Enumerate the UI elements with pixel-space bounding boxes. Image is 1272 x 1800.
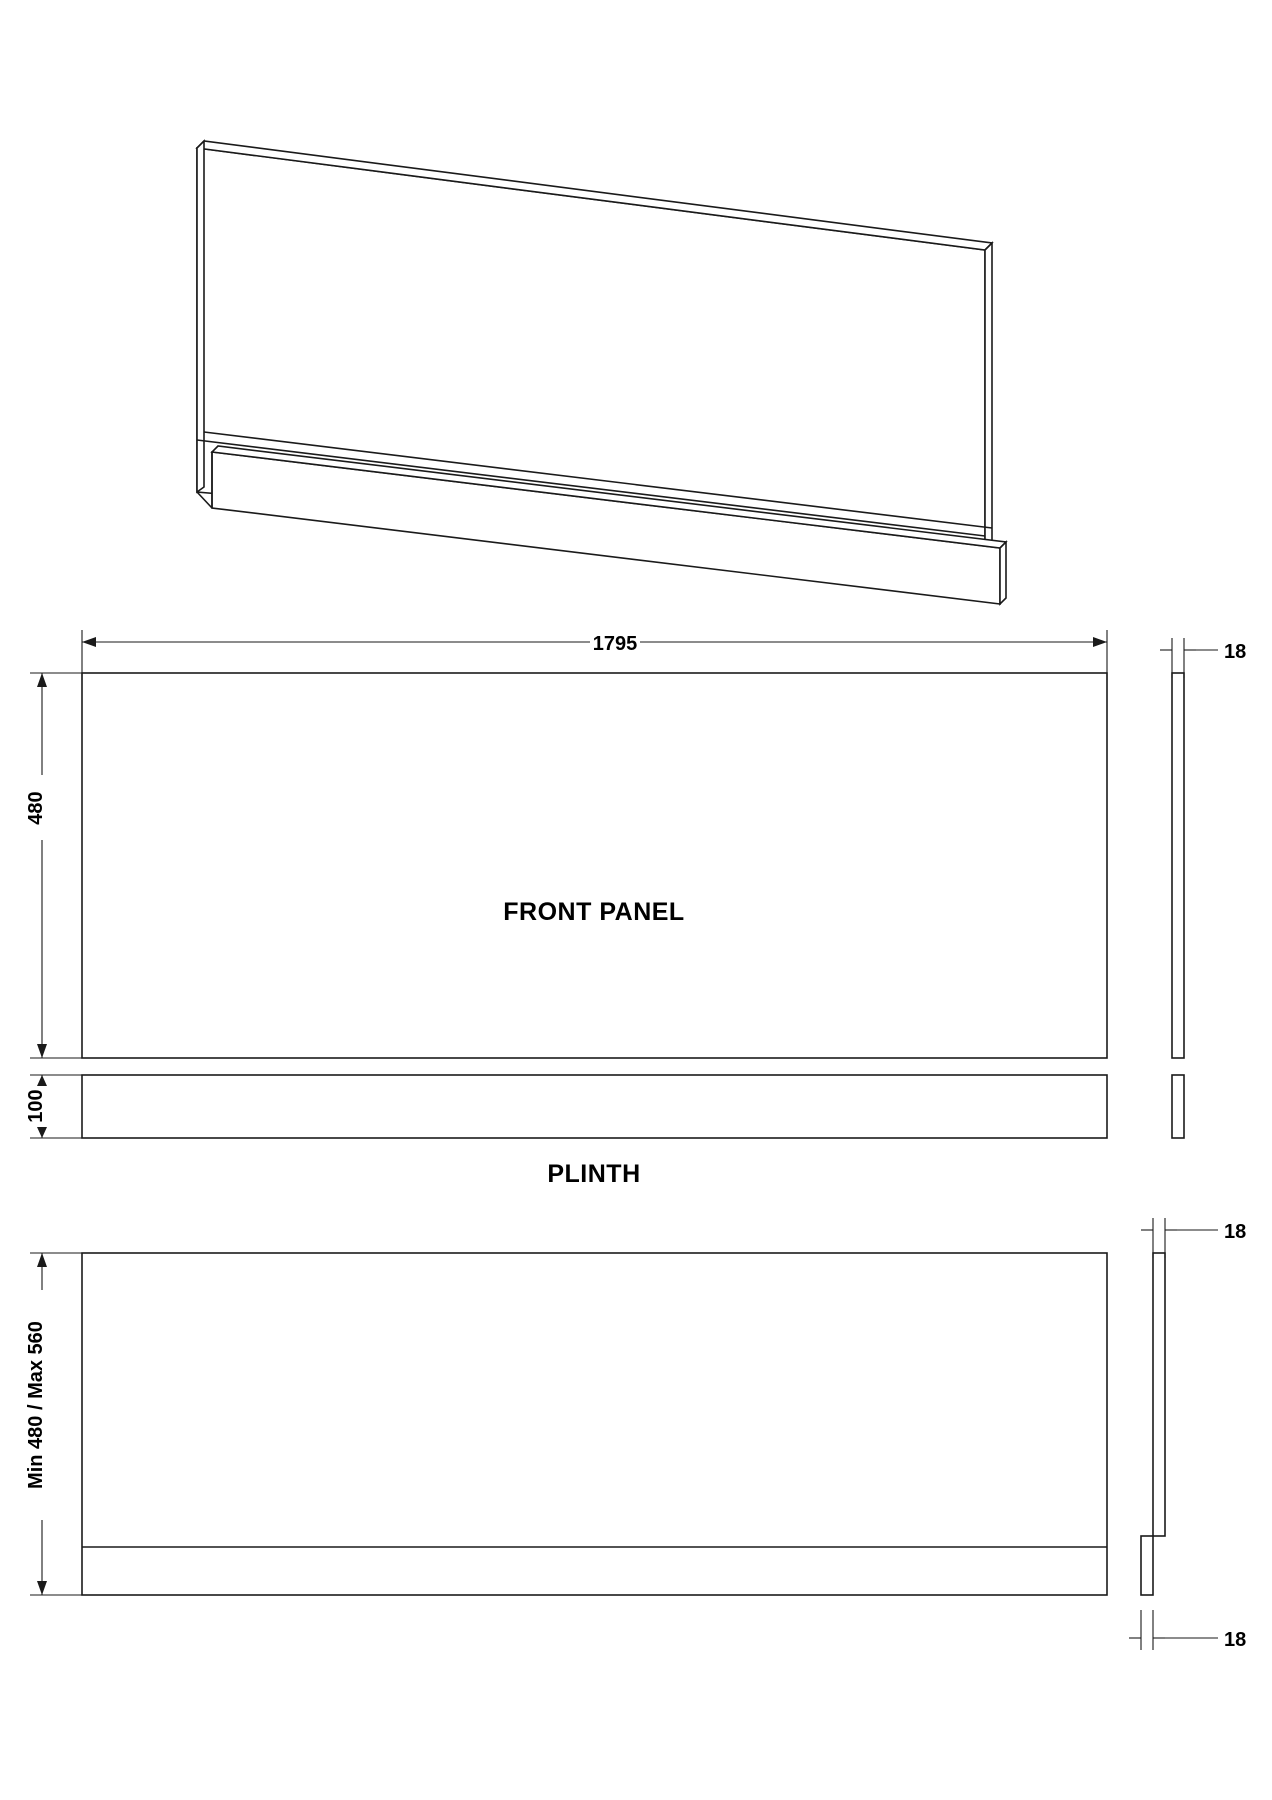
iso-plinth-right-edge bbox=[1000, 542, 1006, 604]
plinth-height-dim-text: 100 bbox=[25, 1089, 47, 1123]
iso-lower-left-return bbox=[197, 492, 212, 508]
panel-height-dim-text: 480 bbox=[25, 791, 47, 825]
panel-height-arrow-top bbox=[37, 673, 47, 687]
side-elevation-view bbox=[1160, 638, 1246, 1058]
isometric-view bbox=[197, 141, 1006, 604]
panel-thickness-dim-text: 18 bbox=[1224, 641, 1247, 663]
panel-outline bbox=[82, 673, 1107, 1058]
front-panel-label: FRONT PANEL bbox=[503, 898, 685, 926]
panel-side-outline bbox=[1172, 673, 1184, 1058]
panel-width-arrow-left bbox=[82, 637, 96, 647]
assembly-side-panel bbox=[1153, 1253, 1165, 1536]
assembly-top-thickness-text: 18 bbox=[1224, 1221, 1247, 1243]
plinth-elevation-view bbox=[25, 1075, 1184, 1188]
front-elevation-view bbox=[25, 630, 1107, 1058]
panel-width-arrow-right bbox=[1093, 637, 1107, 647]
plinth-height-arrow-top bbox=[37, 1075, 47, 1086]
assembly-height-arrow-top bbox=[37, 1253, 47, 1267]
plinth-side-outline bbox=[1172, 1075, 1184, 1138]
panel-width-dim-text: 1795 bbox=[592, 633, 638, 655]
plinth-height-arrow-bottom bbox=[37, 1127, 47, 1138]
iso-panel-right-edge bbox=[985, 243, 992, 560]
assembly-height-dim-text: Min 480 / Max 560 bbox=[25, 1321, 47, 1489]
assembly-side-view bbox=[1129, 1218, 1246, 1651]
assembly-elevation-view bbox=[25, 1253, 1107, 1595]
assembly-outline bbox=[82, 1253, 1107, 1595]
assembly-bottom-thickness-text: 18 bbox=[1224, 1629, 1247, 1651]
assembly-side-plinth bbox=[1141, 1536, 1153, 1595]
plinth-outline bbox=[82, 1075, 1107, 1138]
panel-height-arrow-bottom bbox=[37, 1044, 47, 1058]
assembly-height-arrow-bottom bbox=[37, 1581, 47, 1595]
plinth-label: PLINTH bbox=[547, 1160, 641, 1188]
